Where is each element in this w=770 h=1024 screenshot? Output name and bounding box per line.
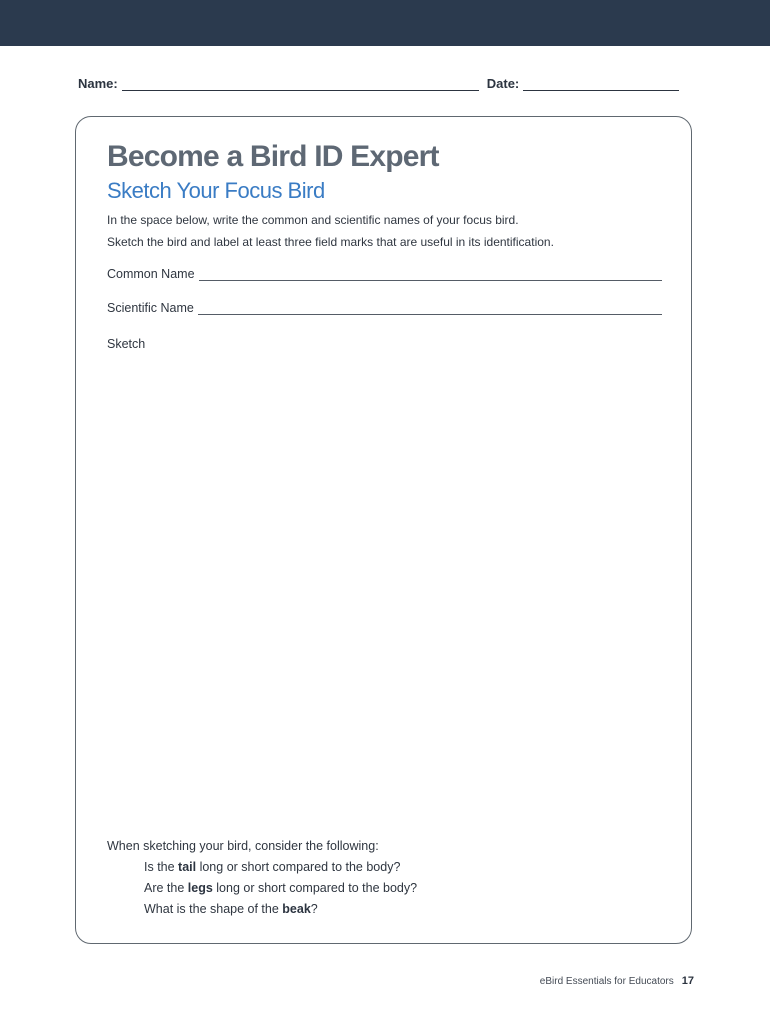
question-text: What is the shape of the — [144, 902, 283, 916]
question-keyword: beak — [282, 902, 311, 916]
page-title: Become a Bird ID Expert — [107, 140, 439, 173]
instruction-line-1: In the space below, write the common and scientific names of your focus bird. — [107, 213, 519, 227]
question-text: Are the — [144, 881, 188, 895]
consider-intro: When sketching your bird, consider the following: — [107, 839, 379, 853]
name-blank[interactable] — [122, 78, 479, 91]
question-text: ? — [310, 902, 318, 916]
question-text: long or short compared to the body? — [212, 881, 418, 895]
question-text: long or short compared to the body? — [196, 860, 401, 874]
common-name-field — [107, 267, 662, 281]
question-text: Is the — [144, 860, 179, 874]
page-footer — [540, 975, 694, 987]
question-keyword: legs — [187, 881, 213, 895]
question-beak — [144, 902, 318, 916]
question-keyword: tail — [178, 860, 197, 874]
common-name-label: Common Name — [107, 267, 195, 281]
question-tail — [144, 860, 400, 874]
page-number: 17 — [681, 975, 694, 987]
scientific-name-blank[interactable] — [198, 303, 662, 315]
name-date-row — [78, 76, 690, 91]
date-blank[interactable] — [523, 78, 679, 91]
scientific-name-label: Scientific Name — [107, 301, 194, 315]
question-legs — [144, 881, 417, 895]
date-label: Date: — [486, 76, 520, 91]
footer-text: eBird Essentials for Educators — [539, 976, 674, 987]
page-subtitle: Sketch Your Focus Bird — [107, 178, 325, 203]
name-label: Name: — [78, 76, 118, 91]
instruction-line-2: Sketch the bird and label at least three field marks that are useful in its identification. — [107, 235, 554, 249]
sketch-label: Sketch — [107, 337, 146, 351]
top-banner — [0, 0, 770, 46]
sketch-area[interactable] — [107, 360, 662, 820]
common-name-blank[interactable] — [199, 269, 662, 281]
scientific-name-field — [107, 301, 662, 315]
